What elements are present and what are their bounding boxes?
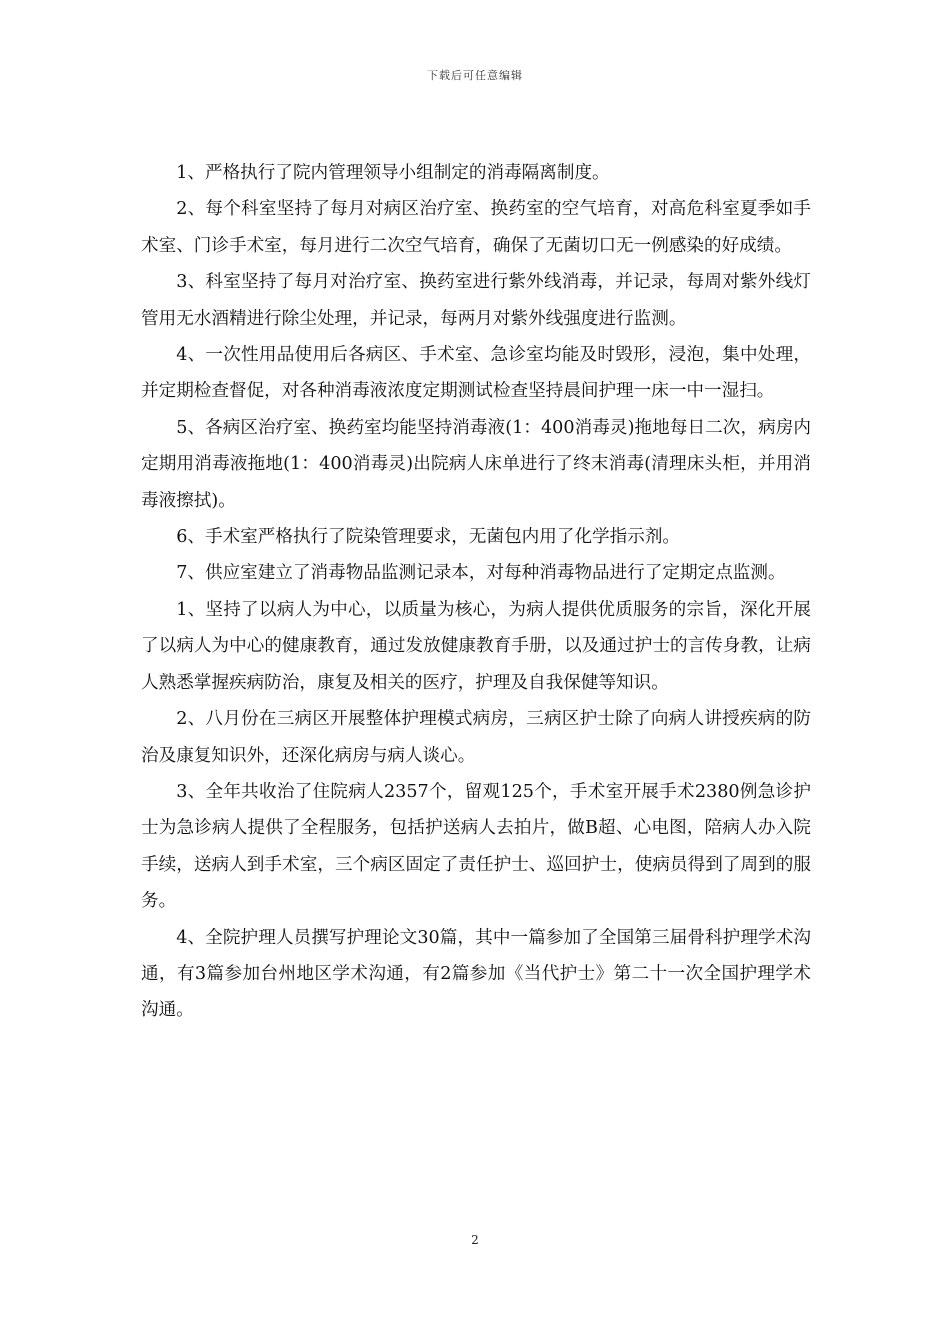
paragraph: 1、坚持了以病人为中心，以质量为核心，为病人提供优质服务的宗旨，深化开展了以病人为中心的健康教育，通过发放健康教育手册，以及通过护士的言传身教，让病人熟悉掌握疾病防治，康复及相关的医疗，护理及自我保健等知识。 bbox=[141, 599, 811, 693]
paragraph: 3、科室坚持了每月对治疗室、换药室进行紫外线消毒，并记录，每周对紫外线灯管用无水酒精进行除尘处理，并记录，每两月对紫外线强度进行监测。 bbox=[141, 272, 811, 329]
document-body bbox=[141, 155, 811, 1029]
paragraph: 4、一次性用品使用后各病区、手术室、急诊室均能及时毁形，浸泡，集中处理，并定期检查督促，对各种消毒液浓度定期测试检查坚持晨间护理一床一中一湿扫。 bbox=[141, 345, 811, 402]
paragraph: 7、供应室建立了消毒物品监测记录本，对每种消毒物品进行了定期定点监测。 bbox=[176, 563, 786, 584]
page-number: 2 bbox=[471, 1233, 479, 1247]
paragraph: 1、严格执行了院内管理领导小组制定的消毒隔离制度。 bbox=[176, 163, 610, 183]
paragraph: 5、各病区治疗室、换药室均能坚持消毒液(1：400消毒灵)拖地每日二次，病房内定期用消毒液拖地(1：400消毒灵)出院病人床单进行了终末消毒(清理床头柜，并用消毒液擦拭)。 bbox=[141, 417, 811, 511]
header-note: 下载后可任意编辑 bbox=[427, 69, 523, 82]
paragraph: 3、全年共收治了住院病人2357个，留观125个，手术室开展手术2380例急诊护士为急诊病人提供了全程服务，包括护送病人去拍片，做B超、心电图，陪病人办入院手续，送病人到手术室，三个病区固定了责任护士、巡回护士，使病员得到了周到的服务。 bbox=[141, 781, 811, 912]
paragraph: 4、全院护理人员撰写护理论文30篇，其中一篇参加了全国第三届骨科护理学术沟通，有3篇参加台州地区学术沟通，有2篇参加《当代护士》第二十一次全国护理学术沟通。 bbox=[141, 927, 811, 1021]
paragraph: 6、手术室严格执行了院染管理要求，无菌包内用了化学指示剂。 bbox=[176, 527, 681, 548]
paragraph: 2、每个科室坚持了每月对病区治疗室、换药室的空气培育，对高危科室夏季如手术室、门诊手术室，每月进行二次空气培育，确保了无菌切口无一例感染的好成绩。 bbox=[141, 199, 811, 256]
paragraph: 2、八月份在三病区开展整体护理模式病房，三病区护士除了向病人讲授疾病的防治及康复知识外，还深化病房与病人谈心。 bbox=[141, 709, 811, 766]
